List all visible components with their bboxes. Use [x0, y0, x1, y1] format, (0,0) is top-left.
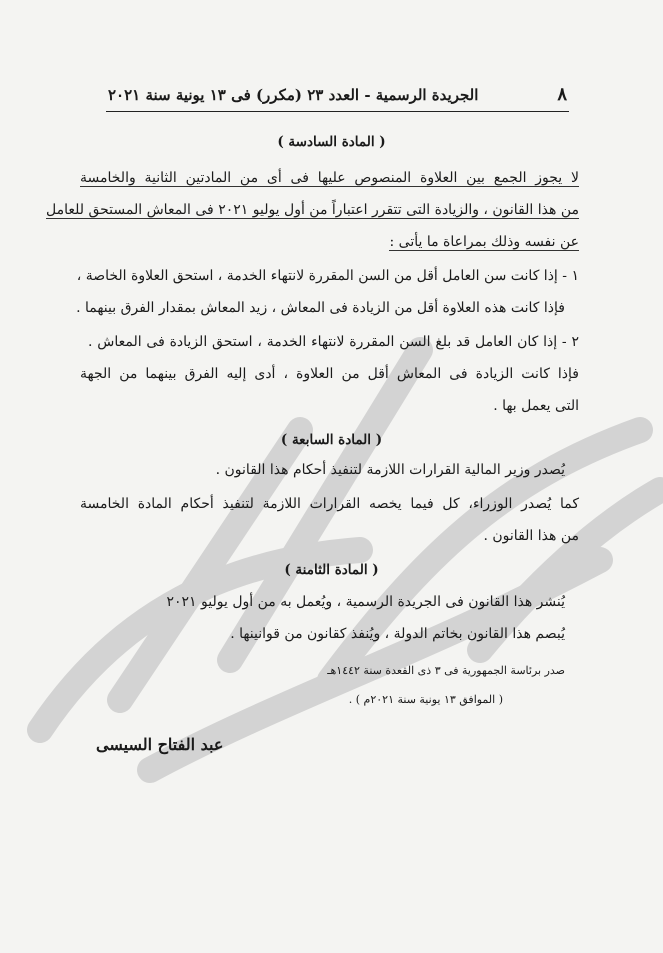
gazette-title: الجريدة الرسمية - العدد ٢٣ (مكرر) فى ١٣ يونية سنة ٢٠٢١: [108, 85, 479, 104]
article-6-line: من هذا القانون ، والزيادة التى تتقرر اعتباراً من أول يوليو ٢٠٢١ فى المعاش المستحق للعامل: [45, 202, 579, 218]
article-6-heading: ( المادة السادسة ): [277, 134, 386, 150]
article-8-heading: ( المادة الثامنة ): [284, 562, 379, 578]
article-8-line: يُنشر هذا القانون فى الجريدة الرسمية ، ويُعمل به من أول يوليو ٢٠٢١: [166, 594, 565, 610]
article-6-line: فإذا كانت الزيادة فى المعاش أقل من العلاوة ، أدى إليه الفرق بينهما من الجهة: [80, 366, 579, 382]
article-6-line: ١ - إذا كانت سن العامل أقل من السن المقررة لانتهاء الخدمة ، استحق العلاوة الخاصة ،: [76, 268, 579, 284]
signature: عبد الفتاح السيسى: [96, 735, 224, 754]
article-6-line: التى يعمل بها .: [493, 398, 579, 414]
article-7-heading: ( المادة السابعة ): [280, 432, 383, 448]
article-6-line: ٢ - إذا كان العامل قد بلغ السن المقررة لانتهاء الخدمة ، استحق الزيادة فى المعاش .: [88, 334, 579, 350]
issuance-place-date: صدر برئاسة الجمهورية فى ٣ ذى القعدة سنة ١٤٤٢هـ: [327, 664, 565, 677]
issuance-gregorian-date: ( الموافق ١٣ يونية سنة ٢٠٢١م ) .: [348, 693, 503, 706]
article-7-line: من هذا القانون .: [483, 528, 579, 544]
page-number: ٨: [557, 84, 567, 105]
article-7-line: يُصدر وزير المالية القرارات اللازمة لتنفيذ أحكام هذا القانون .: [215, 462, 565, 478]
article-8-line: يُبصم هذا القانون بخاتم الدولة ، ويُنفذ كقانون من قوانينها .: [230, 626, 565, 642]
article-6-line: لا يجوز الجمع بين العلاوة المنصوص عليها فى أى من المادتين الثانية والخامسة: [80, 170, 579, 186]
article-6-line: عن نفسه وذلك بمراعاة ما يأتى :: [389, 234, 579, 250]
article-7-line: كما يُصدر الوزراء، كل فيما يخصه القرارات اللازمة لتنفيذ أحكام المادة الخامسة: [80, 496, 579, 512]
page-header: [108, 84, 567, 105]
article-6-line: فإذا كانت هذه العلاوة أقل من الزيادة فى المعاش ، زيد المعاش بمقدار الفرق بينهما .: [76, 300, 565, 316]
header-rule: [106, 111, 569, 112]
